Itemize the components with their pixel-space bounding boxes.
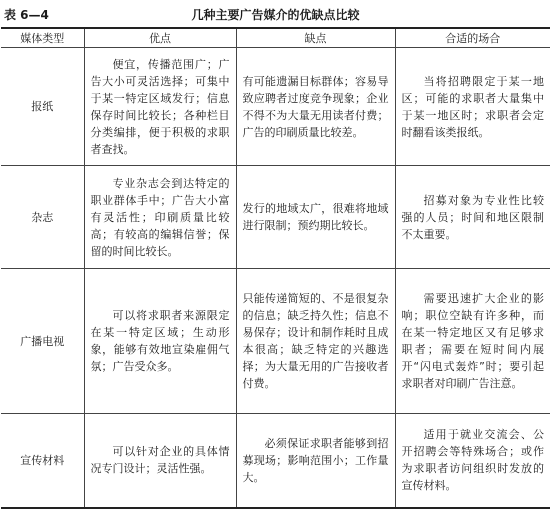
disadvantages-cell: 发行的地域太广，很难将地域进行限制；预约期比较长。 (236, 166, 395, 269)
disadvantages-cell: 必须保证求职者能够到招募现场；影响范围小；工作量大。 (236, 414, 395, 508)
header-row (1, 28, 550, 48)
advantages-cell: 便宜，传播范围广；广告大小可灵活选择；可集中于某一特定区域发行；信息保存时间比较长；各种栏目分类编排，便于积极的求职者查找。 (84, 48, 236, 166)
media-type-cell: 报纸 (1, 48, 84, 166)
header-suitable-situations: 合适的场合 (395, 28, 550, 48)
table-row (1, 269, 550, 414)
header-disadvantages: 缺点 (236, 28, 395, 48)
suitable-situations-cell: 适用于就业交流会、公开招聘会等特殊场合；或作为求职者访问组织时发放的宣传材料。 (395, 414, 550, 508)
suitable-situations-cell: 当将招聘限定于某一地区；可能的求职者大量集中于某一地区时；求职者会定时翻看该类报纸。 (395, 48, 550, 166)
disadvantages-cell: 只能传递简短的、不是很复杂的信息；缺乏持久性；信息不易保存；设计和制作耗时且成本很高；缺乏特定的兴趣选择；为大量无用的广告接收者付费。 (236, 269, 395, 414)
disadvantages-cell: 有可能遗漏目标群体；容易导致应聘者过度竞争现象；企业不得不为大量无用读者付费；广告的印刷质量比较差。 (236, 48, 395, 166)
header-media-type: 媒体类型 (1, 28, 84, 48)
suitable-situations-cell: 招募对象为专业性比较强的人员；时间和地区限制不太重要。 (395, 166, 550, 269)
media-type-cell: 杂志 (1, 166, 84, 269)
header-advantages: 优点 (84, 28, 236, 48)
advantages-cell: 专业杂志会到达特定的职业群体手中；广告大小富有灵活性；印刷质量比较高；有较高的编辑信誉；保留的时间比较长。 (84, 166, 236, 269)
advantages-cell: 可以将求职者来源限定在某一特定区域；生动形象，能够有效地宣染雇佣气氛；广告受众多。 (84, 269, 236, 414)
media-type-cell: 宣传材料 (1, 414, 84, 508)
table-row (1, 48, 550, 166)
table-number: 表 6—4 (4, 8, 49, 22)
advantages-cell: 可以针对企业的具体情况专门设计；灵活性强。 (84, 414, 236, 508)
suitable-situations-cell: 需要迅速扩大企业的影响；职位空缺有许多种，而在某一特定地区又有足够求职者；需要在短时间内展开“闪电式轰炸”时；要引起求职者对印刷广告注意。 (395, 269, 550, 414)
table-caption (0, 4, 551, 24)
table-row (1, 166, 550, 269)
table-title: 几种主要广告媒介的优缺点比较 (191, 8, 360, 22)
media-type-cell: 广播电视 (1, 269, 84, 414)
table-row (1, 414, 550, 508)
media-comparison-table (1, 27, 550, 509)
